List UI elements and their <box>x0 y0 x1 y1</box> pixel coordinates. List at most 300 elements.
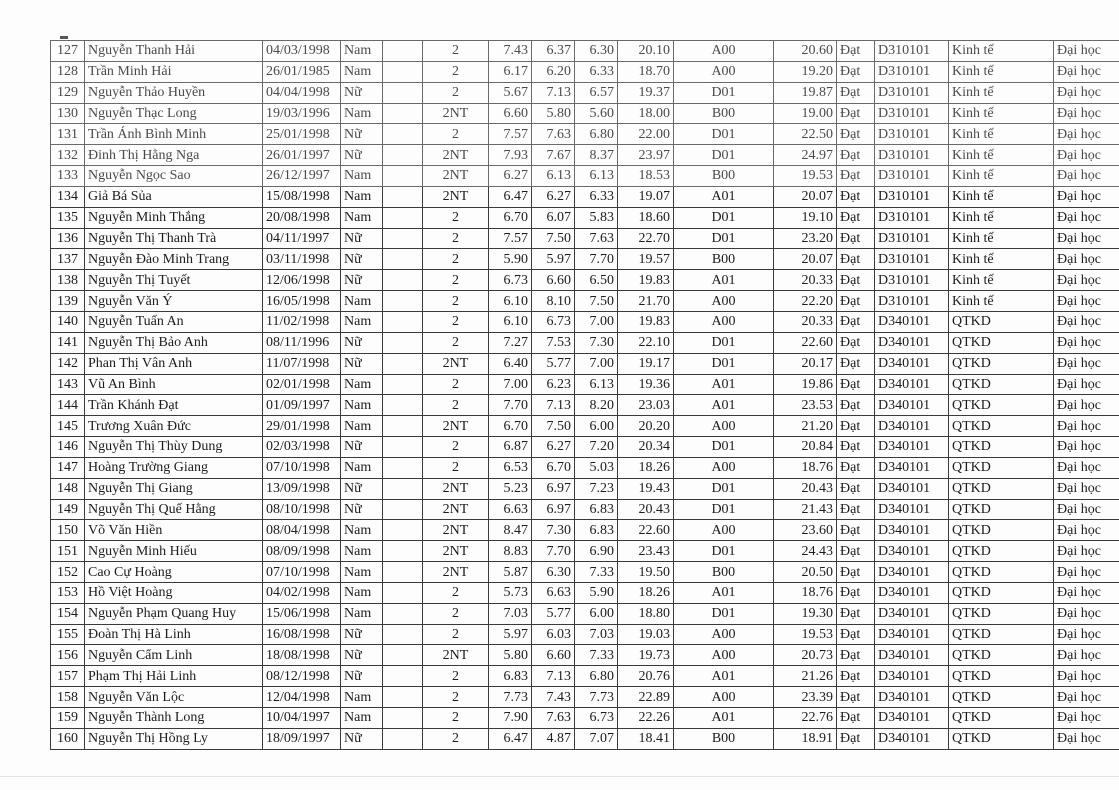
row-number-cell: 145 <box>51 416 85 437</box>
birth-date-cell: 04/04/1998 <box>263 82 341 103</box>
subject-3-score-cell: 6.00 <box>575 416 618 437</box>
candidate-name-cell: Đoàn Thị Hà Linh <box>85 624 263 645</box>
education-level-cell: Đại học <box>1054 562 1119 583</box>
gender-cell: Nữ <box>341 124 383 145</box>
empty-cell <box>383 541 423 562</box>
result-cell: Đạt <box>837 186 875 207</box>
total-score-cell: 19.83 <box>618 311 674 332</box>
subject-2-score-cell: 6.37 <box>532 41 575 62</box>
table-row <box>51 41 1119 62</box>
education-level-cell: Đại học <box>1054 499 1119 520</box>
priority-area-cell: 2 <box>423 270 489 291</box>
major-code-cell: D310101 <box>875 145 949 166</box>
empty-cell <box>383 311 423 332</box>
subject-combination-cell: A00 <box>674 687 774 708</box>
priority-area-cell: 2NT <box>423 145 489 166</box>
subject-combination-cell: D01 <box>674 124 774 145</box>
birth-date-cell: 02/01/1998 <box>263 374 341 395</box>
empty-cell <box>383 728 423 749</box>
total-score-cell: 19.73 <box>618 645 674 666</box>
candidate-name-cell: Phạm Thị Hải Linh <box>85 666 263 687</box>
table-row <box>51 624 1119 645</box>
subject-combination-cell: A01 <box>674 582 774 603</box>
subject-combination-cell: A00 <box>674 41 774 62</box>
priority-area-cell: 2 <box>423 124 489 145</box>
empty-cell <box>383 82 423 103</box>
major-code-cell: D340101 <box>875 645 949 666</box>
row-number-cell: 137 <box>51 249 85 270</box>
subject-1-score-cell: 5.80 <box>489 645 532 666</box>
admission-score-cell: 19.53 <box>774 166 837 187</box>
major-code-cell: D340101 <box>875 562 949 583</box>
subject-combination-cell: D01 <box>674 437 774 458</box>
total-score-cell: 20.20 <box>618 416 674 437</box>
row-number-cell: 152 <box>51 562 85 583</box>
result-cell: Đạt <box>837 207 875 228</box>
subject-3-score-cell: 7.50 <box>575 291 618 312</box>
result-cell: Đạt <box>837 311 875 332</box>
education-level-cell: Đại học <box>1054 61 1119 82</box>
total-score-cell: 18.00 <box>618 103 674 124</box>
birth-date-cell: 16/05/1998 <box>263 291 341 312</box>
gender-cell: Nam <box>341 207 383 228</box>
gender-cell: Nữ <box>341 499 383 520</box>
subject-combination-cell: D01 <box>674 603 774 624</box>
major-code-cell: D340101 <box>875 624 949 645</box>
table-row <box>51 124 1119 145</box>
empty-cell <box>383 353 423 374</box>
education-level-cell: Đại học <box>1054 708 1119 729</box>
candidate-name-cell: Hoàng Trường Giang <box>85 457 263 478</box>
subject-2-score-cell: 7.63 <box>532 124 575 145</box>
subject-2-score-cell: 7.43 <box>532 687 575 708</box>
subject-1-score-cell: 5.87 <box>489 562 532 583</box>
candidate-name-cell: Nguyễn Minh Hiếu <box>85 541 263 562</box>
priority-area-cell: 2 <box>423 207 489 228</box>
candidate-name-cell: Nguyễn Tuấn An <box>85 311 263 332</box>
subject-2-score-cell: 5.77 <box>532 603 575 624</box>
table-row <box>51 353 1119 374</box>
candidate-name-cell: Vũ An Bình <box>85 374 263 395</box>
candidate-name-cell: Nguyễn Đào Minh Trang <box>85 249 263 270</box>
priority-area-cell: 2 <box>423 603 489 624</box>
row-number-cell: 138 <box>51 270 85 291</box>
admission-score-cell: 24.97 <box>774 145 837 166</box>
major-name-cell: Kinh tế <box>949 270 1054 291</box>
major-name-cell: QTKD <box>949 499 1054 520</box>
subject-3-score-cell: 5.60 <box>575 103 618 124</box>
total-score-cell: 20.10 <box>618 41 674 62</box>
row-number-cell: 142 <box>51 353 85 374</box>
subject-1-score-cell: 6.10 <box>489 291 532 312</box>
row-number-cell: 155 <box>51 624 85 645</box>
education-level-cell: Đại học <box>1054 41 1119 62</box>
gender-cell: Nữ <box>341 249 383 270</box>
subject-combination-cell: D01 <box>674 82 774 103</box>
gender-cell: Nữ <box>341 624 383 645</box>
candidate-name-cell: Nguyễn Thị Thùy Dung <box>85 437 263 458</box>
birth-date-cell: 08/11/1996 <box>263 332 341 353</box>
empty-cell <box>383 645 423 666</box>
admission-score-cell: 24.43 <box>774 541 837 562</box>
table-row <box>51 270 1119 291</box>
total-score-cell: 18.53 <box>618 166 674 187</box>
education-level-cell: Đại học <box>1054 82 1119 103</box>
birth-date-cell: 12/04/1998 <box>263 687 341 708</box>
table-row <box>51 520 1119 541</box>
major-name-cell: QTKD <box>949 708 1054 729</box>
birth-date-cell: 04/03/1998 <box>263 41 341 62</box>
subject-1-score-cell: 6.47 <box>489 728 532 749</box>
subject-3-score-cell: 6.33 <box>575 186 618 207</box>
admission-score-cell: 20.60 <box>774 41 837 62</box>
subject-3-score-cell: 6.33 <box>575 61 618 82</box>
row-number-cell: 159 <box>51 708 85 729</box>
subject-2-score-cell: 7.50 <box>532 416 575 437</box>
subject-3-score-cell: 7.73 <box>575 687 618 708</box>
gender-cell: Nam <box>341 582 383 603</box>
empty-cell <box>383 687 423 708</box>
table-row <box>51 374 1119 395</box>
admission-score-cell: 23.60 <box>774 520 837 541</box>
subject-combination-cell: B00 <box>674 562 774 583</box>
scan-artifact <box>60 36 68 39</box>
total-score-cell: 19.17 <box>618 353 674 374</box>
table-row <box>51 478 1119 499</box>
total-score-cell: 19.83 <box>618 270 674 291</box>
result-cell: Đạt <box>837 145 875 166</box>
birth-date-cell: 03/11/1998 <box>263 249 341 270</box>
education-level-cell: Đại học <box>1054 186 1119 207</box>
gender-cell: Nam <box>341 291 383 312</box>
total-score-cell: 18.60 <box>618 207 674 228</box>
gender-cell: Nam <box>341 166 383 187</box>
education-level-cell: Đại học <box>1054 645 1119 666</box>
row-number-cell: 156 <box>51 645 85 666</box>
subject-combination-cell: A00 <box>674 457 774 478</box>
gender-cell: Nữ <box>341 270 383 291</box>
result-cell: Đạt <box>837 603 875 624</box>
subject-1-score-cell: 7.03 <box>489 603 532 624</box>
subject-combination-cell: D01 <box>674 478 774 499</box>
major-code-cell: D310101 <box>875 249 949 270</box>
subject-combination-cell: A01 <box>674 708 774 729</box>
table-row <box>51 61 1119 82</box>
empty-cell <box>383 186 423 207</box>
total-score-cell: 23.97 <box>618 145 674 166</box>
major-code-cell: D340101 <box>875 478 949 499</box>
major-code-cell: D310101 <box>875 207 949 228</box>
total-score-cell: 22.10 <box>618 332 674 353</box>
result-cell: Đạt <box>837 478 875 499</box>
admission-score-cell: 18.91 <box>774 728 837 749</box>
result-cell: Đạt <box>837 332 875 353</box>
candidate-name-cell: Nguyễn Phạm Quang Huy <box>85 603 263 624</box>
empty-cell <box>383 41 423 62</box>
admission-score-cell: 19.86 <box>774 374 837 395</box>
empty-cell <box>383 666 423 687</box>
subject-2-score-cell: 7.70 <box>532 541 575 562</box>
candidate-name-cell: Nguyễn Thành Long <box>85 708 263 729</box>
major-code-cell: D340101 <box>875 374 949 395</box>
subject-1-score-cell: 6.17 <box>489 61 532 82</box>
birth-date-cell: 12/06/1998 <box>263 270 341 291</box>
subject-3-score-cell: 7.63 <box>575 228 618 249</box>
priority-area-cell: 2 <box>423 624 489 645</box>
subject-combination-cell: A00 <box>674 624 774 645</box>
major-code-cell: D310101 <box>875 166 949 187</box>
empty-cell <box>383 124 423 145</box>
table-row <box>51 457 1119 478</box>
subject-2-score-cell: 8.10 <box>532 291 575 312</box>
total-score-cell: 20.43 <box>618 499 674 520</box>
row-number-cell: 149 <box>51 499 85 520</box>
total-score-cell: 19.07 <box>618 186 674 207</box>
major-name-cell: QTKD <box>949 457 1054 478</box>
priority-area-cell: 2NT <box>423 103 489 124</box>
row-number-cell: 128 <box>51 61 85 82</box>
gender-cell: Nam <box>341 603 383 624</box>
total-score-cell: 19.36 <box>618 374 674 395</box>
birth-date-cell: 20/08/1998 <box>263 207 341 228</box>
row-number-cell: 147 <box>51 457 85 478</box>
table-row <box>51 416 1119 437</box>
subject-3-score-cell: 7.00 <box>575 353 618 374</box>
candidate-name-cell: Nguyễn Thị Quế Hằng <box>85 499 263 520</box>
subject-combination-cell: A00 <box>674 311 774 332</box>
gender-cell: Nữ <box>341 666 383 687</box>
priority-area-cell: 2NT <box>423 166 489 187</box>
major-code-cell: D340101 <box>875 728 949 749</box>
total-score-cell: 18.70 <box>618 61 674 82</box>
priority-area-cell: 2 <box>423 708 489 729</box>
gender-cell: Nam <box>341 708 383 729</box>
subject-combination-cell: A00 <box>674 645 774 666</box>
total-score-cell: 19.03 <box>618 624 674 645</box>
subject-2-score-cell: 4.87 <box>532 728 575 749</box>
subject-2-score-cell: 6.27 <box>532 186 575 207</box>
subject-2-score-cell: 6.20 <box>532 61 575 82</box>
candidate-name-cell: Nguyễn Thị Hồng Ly <box>85 728 263 749</box>
admission-score-cell: 20.33 <box>774 270 837 291</box>
row-number-cell: 136 <box>51 228 85 249</box>
result-cell: Đạt <box>837 82 875 103</box>
priority-area-cell: 2NT <box>423 186 489 207</box>
total-score-cell: 19.57 <box>618 249 674 270</box>
education-level-cell: Đại học <box>1054 582 1119 603</box>
result-cell: Đạt <box>837 228 875 249</box>
major-code-cell: D310101 <box>875 61 949 82</box>
subject-2-score-cell: 6.30 <box>532 562 575 583</box>
total-score-cell: 22.70 <box>618 228 674 249</box>
result-cell: Đạt <box>837 687 875 708</box>
subject-combination-cell: A00 <box>674 520 774 541</box>
major-name-cell: QTKD <box>949 437 1054 458</box>
admission-score-cell: 20.73 <box>774 645 837 666</box>
birth-date-cell: 25/01/1998 <box>263 124 341 145</box>
subject-1-score-cell: 6.87 <box>489 437 532 458</box>
table-row <box>51 541 1119 562</box>
education-level-cell: Đại học <box>1054 332 1119 353</box>
subject-2-score-cell: 6.97 <box>532 478 575 499</box>
gender-cell: Nam <box>341 311 383 332</box>
subject-combination-cell: A00 <box>674 416 774 437</box>
subject-2-score-cell: 6.73 <box>532 311 575 332</box>
subject-combination-cell: D01 <box>674 499 774 520</box>
priority-area-cell: 2NT <box>423 353 489 374</box>
major-name-cell: QTKD <box>949 562 1054 583</box>
row-number-cell: 130 <box>51 103 85 124</box>
result-cell: Đạt <box>837 666 875 687</box>
major-code-cell: D340101 <box>875 708 949 729</box>
birth-date-cell: 26/01/1985 <box>263 61 341 82</box>
subject-1-score-cell: 6.60 <box>489 103 532 124</box>
subject-3-score-cell: 7.33 <box>575 645 618 666</box>
row-number-cell: 158 <box>51 687 85 708</box>
priority-area-cell: 2NT <box>423 541 489 562</box>
subject-1-score-cell: 6.63 <box>489 499 532 520</box>
admission-score-cell: 20.43 <box>774 478 837 499</box>
gender-cell: Nữ <box>341 437 383 458</box>
birth-date-cell: 13/09/1998 <box>263 478 341 499</box>
education-level-cell: Đại học <box>1054 541 1119 562</box>
birth-date-cell: 10/04/1997 <box>263 708 341 729</box>
admission-score-cell: 20.17 <box>774 353 837 374</box>
subject-1-score-cell: 6.47 <box>489 186 532 207</box>
empty-cell <box>383 603 423 624</box>
major-code-cell: D340101 <box>875 437 949 458</box>
subject-1-score-cell: 7.57 <box>489 124 532 145</box>
subject-2-score-cell: 6.97 <box>532 499 575 520</box>
birth-date-cell: 18/08/1998 <box>263 645 341 666</box>
education-level-cell: Đại học <box>1054 103 1119 124</box>
major-code-cell: D340101 <box>875 603 949 624</box>
empty-cell <box>383 520 423 541</box>
table-row <box>51 499 1119 520</box>
page-bottom-rule <box>0 776 1119 777</box>
major-name-cell: Kinh tế <box>949 166 1054 187</box>
admission-score-cell: 19.53 <box>774 624 837 645</box>
row-number-cell: 148 <box>51 478 85 499</box>
priority-area-cell: 2 <box>423 457 489 478</box>
subject-combination-cell: B00 <box>674 103 774 124</box>
admission-score-cell: 22.76 <box>774 708 837 729</box>
gender-cell: Nam <box>341 541 383 562</box>
table-row <box>51 437 1119 458</box>
subject-1-score-cell: 5.23 <box>489 478 532 499</box>
candidate-name-cell: Nguyễn Thảo Huyền <box>85 82 263 103</box>
subject-1-score-cell: 7.27 <box>489 332 532 353</box>
education-level-cell: Đại học <box>1054 207 1119 228</box>
major-name-cell: QTKD <box>949 478 1054 499</box>
table-row <box>51 103 1119 124</box>
table-row <box>51 582 1119 603</box>
candidate-name-cell: Trần Minh Hải <box>85 61 263 82</box>
subject-1-score-cell: 8.83 <box>489 541 532 562</box>
result-cell: Đạt <box>837 499 875 520</box>
gender-cell: Nam <box>341 457 383 478</box>
education-level-cell: Đại học <box>1054 416 1119 437</box>
total-score-cell: 22.00 <box>618 124 674 145</box>
birth-date-cell: 01/09/1997 <box>263 395 341 416</box>
priority-area-cell: 2 <box>423 41 489 62</box>
education-level-cell: Đại học <box>1054 728 1119 749</box>
major-code-cell: D310101 <box>875 82 949 103</box>
major-name-cell: QTKD <box>949 624 1054 645</box>
result-cell: Đạt <box>837 103 875 124</box>
admission-score-cell: 21.20 <box>774 416 837 437</box>
subject-2-score-cell: 7.30 <box>532 520 575 541</box>
education-level-cell: Đại học <box>1054 624 1119 645</box>
table-row <box>51 207 1119 228</box>
gender-cell: Nam <box>341 41 383 62</box>
priority-area-cell: 2 <box>423 728 489 749</box>
table-row <box>51 562 1119 583</box>
major-name-cell: QTKD <box>949 395 1054 416</box>
row-number-cell: 139 <box>51 291 85 312</box>
row-number-cell: 140 <box>51 311 85 332</box>
subject-1-score-cell: 7.00 <box>489 374 532 395</box>
subject-1-score-cell: 6.40 <box>489 353 532 374</box>
major-code-cell: D340101 <box>875 520 949 541</box>
result-cell: Đạt <box>837 353 875 374</box>
table-row <box>51 728 1119 749</box>
major-name-cell: Kinh tế <box>949 103 1054 124</box>
candidate-name-cell: Nguyễn Thị Thanh Trà <box>85 228 263 249</box>
row-number-cell: 131 <box>51 124 85 145</box>
result-cell: Đạt <box>837 645 875 666</box>
subject-1-score-cell: 5.67 <box>489 82 532 103</box>
table-row <box>51 145 1119 166</box>
birth-date-cell: 07/10/1998 <box>263 457 341 478</box>
subject-1-score-cell: 6.27 <box>489 166 532 187</box>
result-cell: Đạt <box>837 270 875 291</box>
admission-score-cell: 21.43 <box>774 499 837 520</box>
row-number-cell: 151 <box>51 541 85 562</box>
subject-3-score-cell: 6.50 <box>575 270 618 291</box>
subject-3-score-cell: 6.57 <box>575 82 618 103</box>
priority-area-cell: 2NT <box>423 416 489 437</box>
empty-cell <box>383 708 423 729</box>
major-code-cell: D310101 <box>875 270 949 291</box>
subject-1-score-cell: 6.70 <box>489 207 532 228</box>
birth-date-cell: 16/08/1998 <box>263 624 341 645</box>
major-code-cell: D310101 <box>875 186 949 207</box>
subject-combination-cell: A00 <box>674 61 774 82</box>
subject-combination-cell: A01 <box>674 374 774 395</box>
result-cell: Đạt <box>837 520 875 541</box>
major-code-cell: D340101 <box>875 457 949 478</box>
row-number-cell: 143 <box>51 374 85 395</box>
birth-date-cell: 04/11/1997 <box>263 228 341 249</box>
education-level-cell: Đại học <box>1054 666 1119 687</box>
admission-score-cell: 18.76 <box>774 457 837 478</box>
admission-score-cell: 20.50 <box>774 562 837 583</box>
major-code-cell: D340101 <box>875 311 949 332</box>
total-score-cell: 18.41 <box>618 728 674 749</box>
result-cell: Đạt <box>837 61 875 82</box>
major-code-cell: D340101 <box>875 687 949 708</box>
education-level-cell: Đại học <box>1054 291 1119 312</box>
row-number-cell: 157 <box>51 666 85 687</box>
birth-date-cell: 08/10/1998 <box>263 499 341 520</box>
major-name-cell: QTKD <box>949 687 1054 708</box>
subject-combination-cell: D01 <box>674 145 774 166</box>
admission-score-cell: 22.60 <box>774 332 837 353</box>
table-row <box>51 603 1119 624</box>
education-level-cell: Đại học <box>1054 249 1119 270</box>
birth-date-cell: 07/10/1998 <box>263 562 341 583</box>
